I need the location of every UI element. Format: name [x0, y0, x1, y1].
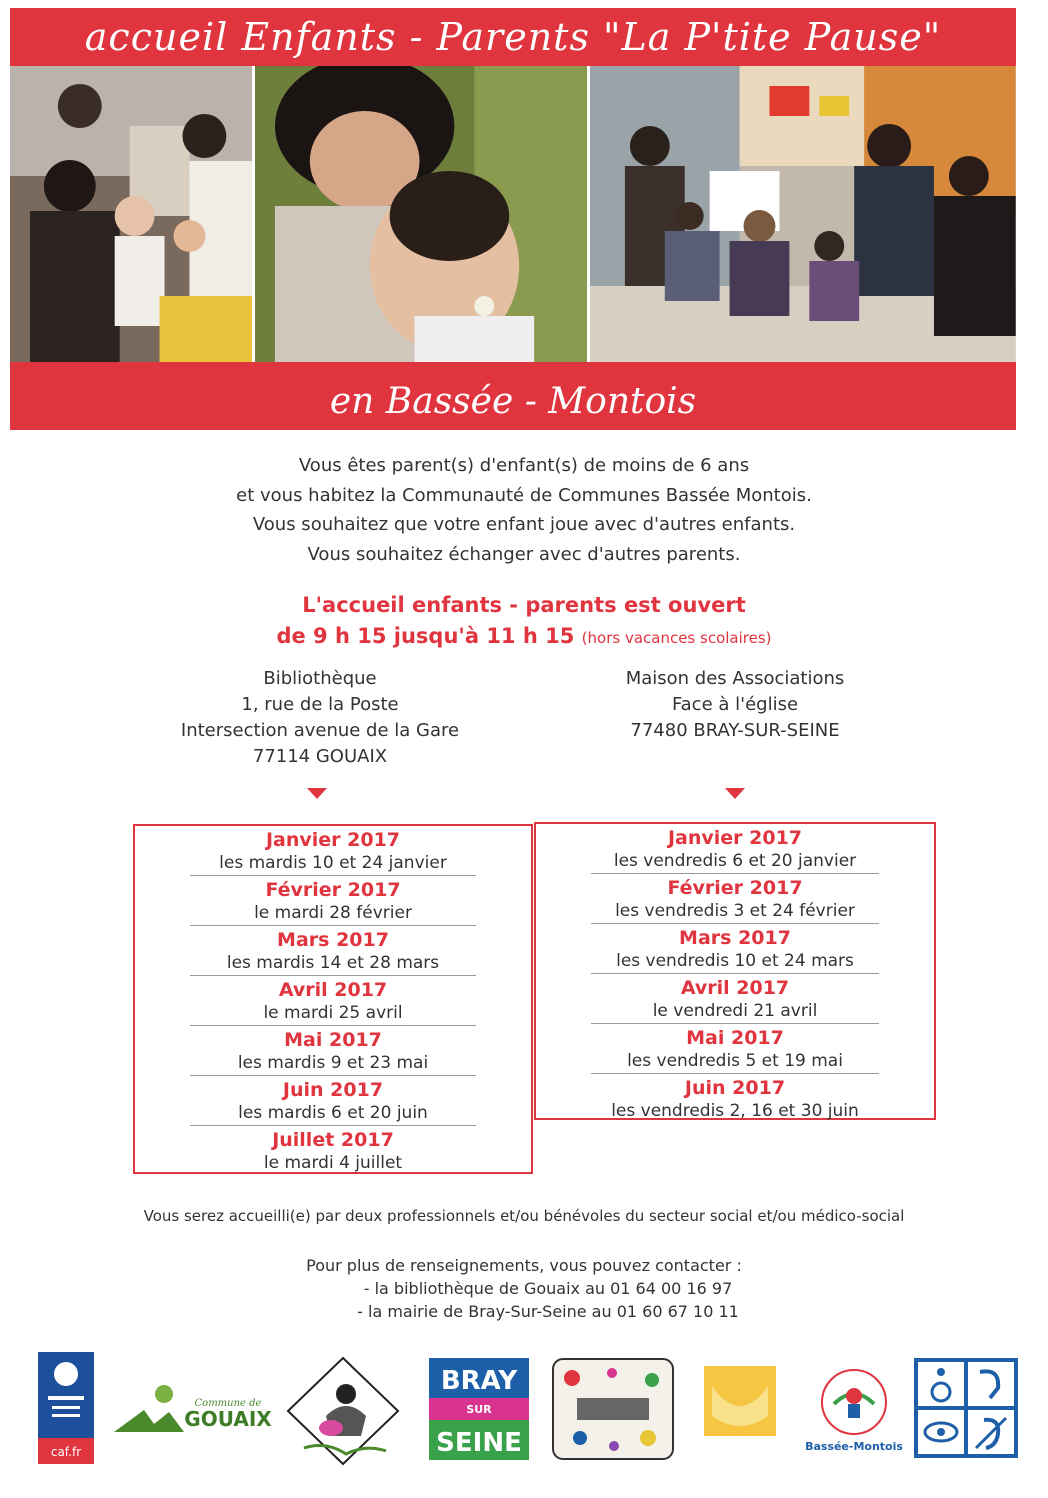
schedule-gouaix: [133, 824, 533, 1174]
header-banner: [10, 8, 1016, 66]
partner-logos: [36, 1350, 1026, 1470]
schedule-month: [135, 826, 531, 874]
photo-children-group: [10, 66, 252, 362]
month-title: Juillet 2017: [272, 1129, 394, 1151]
address-line: 1, rue de la Poste: [241, 694, 399, 715]
month-title: Mai 2017: [284, 1029, 382, 1051]
page-subtitle: en Bassée - Montois: [329, 380, 697, 422]
month-title: Mars 2017: [679, 927, 791, 949]
schedule-month: [536, 824, 934, 872]
schedule-month: [536, 1024, 934, 1072]
address-line: Bibliothèque: [263, 668, 377, 689]
address-line: 77114 GOUAIX: [252, 746, 388, 767]
des-mots-des-couleurs-logo: [552, 1358, 674, 1460]
intro-line: Vous êtes parent(s) d'enfant(s) de moins de 6 ans: [298, 455, 750, 476]
month-dates: les mardis 9 et 23 mai: [237, 1053, 429, 1073]
schedule-month: [536, 874, 934, 922]
photo-reading-circle: [590, 66, 1016, 362]
wheelchair-icon: [937, 1368, 945, 1376]
bassee-montois-logo: [804, 1364, 904, 1454]
gouaix-small-label: Commune de: [194, 1398, 262, 1409]
month-dates: les mardis 10 et 24 janvier: [219, 853, 447, 873]
schedule-month: [135, 1126, 531, 1174]
month-dates: les vendredis 3 et 24 février: [615, 901, 855, 921]
contact-intro: Pour plus de renseignements, vous pouvez contacter :: [306, 1256, 742, 1275]
accessibility-logo: [914, 1358, 1018, 1458]
month-title: Février 2017: [667, 877, 803, 899]
arrow-down-icon: [725, 788, 745, 799]
schedule-month: [135, 926, 531, 974]
schedule-month: [135, 976, 531, 1024]
month-dates: les vendredis 6 et 20 janvier: [613, 851, 857, 871]
subtitle-banner: [10, 362, 1016, 430]
bassee-label: Bassée-Montois: [805, 1440, 903, 1453]
opening-hours: [0, 590, 1048, 654]
opening-note: (hors vacances scolaires): [581, 629, 772, 647]
schedule-month: [135, 1076, 531, 1124]
month-dates: le vendredi 21 avril: [652, 1001, 818, 1021]
photo-mother-baby: [255, 66, 587, 362]
staff-note: Vous serez accueilli(e) par deux professionnels et/ou bénévoles du secteur social et/ou médico-social: [143, 1207, 905, 1225]
month-dates: le mardi 25 avril: [263, 1003, 403, 1023]
opening-line-2: [0, 621, 1048, 654]
schedule-bray: [534, 822, 936, 1120]
gouaix-label: GOUAIX: [184, 1407, 272, 1431]
arrow-down-icon: [307, 788, 327, 799]
month-title: Avril 2017: [680, 977, 790, 999]
schedule-month: [135, 876, 531, 924]
address-line: 77480 BRAY-SUR-SEINE: [630, 720, 840, 741]
address-line: Intersection avenue de la Gare: [180, 720, 460, 741]
contact-mairie: - la mairie de Bray-Sur-Seine au 01 60 67 10 11: [357, 1302, 739, 1321]
month-dates: les vendredis 10 et 24 mars: [616, 951, 854, 971]
month-title: Juin 2017: [684, 1077, 786, 1099]
address-bray: [580, 666, 890, 744]
month-title: Avril 2017: [278, 979, 388, 1001]
month-title: Mars 2017: [277, 929, 389, 951]
photo-strip: [10, 66, 1016, 362]
intro-line: Vous souhaitez échanger avec d'autres parents.: [307, 543, 741, 565]
intro-line: Vous souhaitez que votre enfant joue avec d'autres enfants.: [252, 514, 796, 535]
month-dates: le mardi 4 juillet: [263, 1153, 403, 1173]
schedule-month: [135, 1026, 531, 1074]
caf-label: caf.fr: [50, 1445, 82, 1459]
opening-line-1: L'accueil enfants - parents est ouvert: [302, 593, 746, 617]
bray-sur-seine-logo: [429, 1358, 529, 1460]
intro-line: et vous habitez la Communauté de Communes Bassée Montois.: [236, 484, 812, 506]
caf-logo: [38, 1352, 94, 1466]
address-line: Maison des Associations: [625, 668, 845, 689]
address-line: Face à l'église: [671, 694, 799, 715]
sur-label: SUR: [466, 1403, 492, 1416]
page-title: accueil Enfants - Parents "La P'tite Pause": [84, 15, 942, 59]
seine-label: SEINE: [436, 1428, 522, 1458]
month-title: Janvier 2017: [667, 827, 803, 849]
month-dates: les mardis 14 et 28 mars: [226, 953, 440, 973]
intro-text: [0, 451, 1048, 569]
month-dates: les vendredis 5 et 19 mai: [627, 1051, 843, 1071]
month-dates: le mardi 28 février: [254, 903, 412, 923]
bray-label: BRAY: [440, 1366, 518, 1396]
yellow-hands-logo: [704, 1366, 776, 1436]
month-title: Février 2017: [265, 879, 401, 901]
contact-library: - la bibliothèque de Gouaix au 01 64 00 16 97: [363, 1279, 733, 1298]
gouaix-logo: [114, 1380, 274, 1440]
month-title: Juin 2017: [282, 1079, 384, 1101]
address-gouaix: [150, 666, 490, 770]
schedule-month: [536, 974, 934, 1022]
schedule-month: [536, 924, 934, 972]
contact-info: [0, 1254, 1048, 1323]
month-title: Janvier 2017: [265, 829, 401, 851]
opening-hours-range: de 9 h 15 jusqu'à 11 h 15: [276, 624, 575, 648]
month-dates: les vendredis 2, 16 et 30 juin: [611, 1101, 859, 1121]
month-title: Mai 2017: [686, 1027, 784, 1049]
schedule-month: [536, 1074, 934, 1122]
month-dates: les mardis 6 et 20 juin: [238, 1103, 428, 1123]
mini-monde-logo: [286, 1356, 401, 1466]
